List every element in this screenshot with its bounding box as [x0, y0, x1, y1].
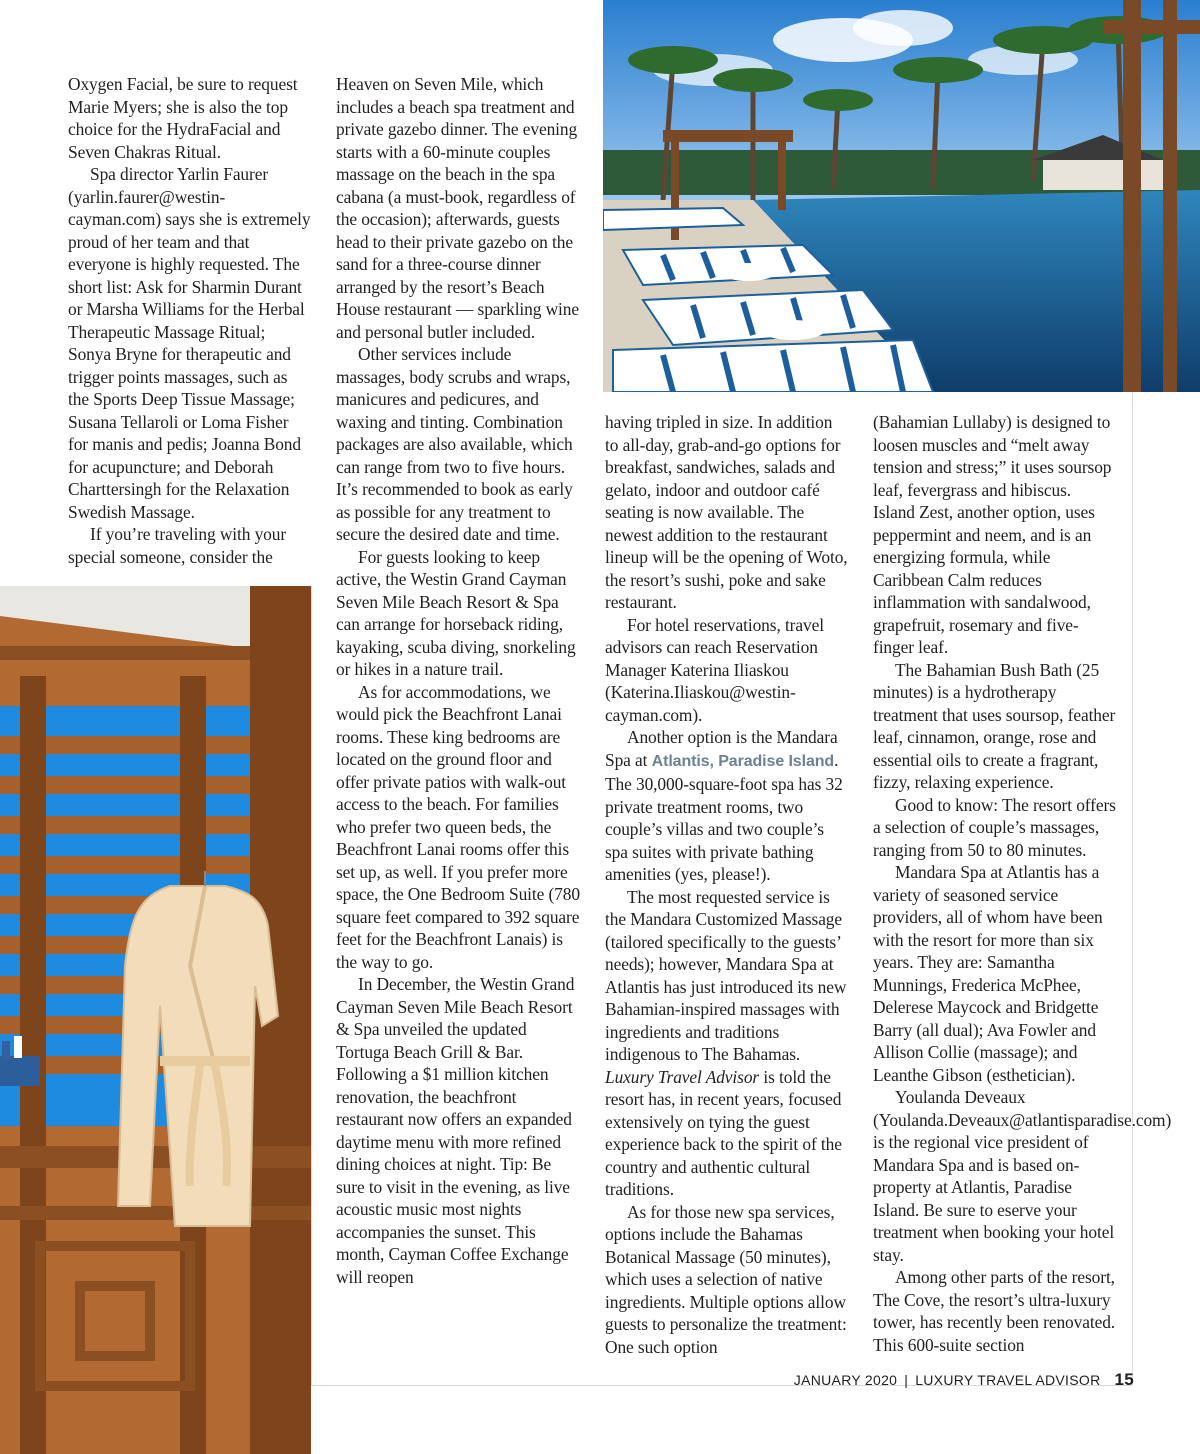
- text: Another option is the Mandara Spa at: [605, 727, 838, 770]
- article-column-2: [336, 73, 580, 1288]
- article-column-4: [873, 411, 1172, 1356]
- paragraph: Good to know: The resort offers a selection of couple’s massages, ranging from 50 to 80 minutes.: [873, 794, 1116, 860]
- paragraph: The Bahamian Bush Bath (25 minutes) is a hydrotherapy treatment that uses soursop, feather leaf, cinnamon, orange, rose and essential oils to create a fragrant, fizzy, relaxing experience.: [873, 659, 1116, 792]
- cabana-illustration: [0, 586, 311, 1454]
- paragraph: Youlanda Deveaux (Youlanda.Deveaux@atlantisparadise.com) is the regional vice president of Mandara Spa and is based on-property at Atlantis, Paradise Island. Be sure to eserve your treatment when booking your hotel stay.: [873, 1087, 1172, 1265]
- paragraph: Oxygen Facial, be sure to request Marie Myers; she is also the top choice for the HydraFacial and Seven Chakras Ritual.: [68, 74, 298, 162]
- paragraph: Mandara Spa at Atlantis has a variety of seasoned service providers, all of whom have been with the resort for more than six years. They are: Samantha Munnings, Frederica McPhee, Delerese Maycock and Bridgette Barry (all dual); Ava Fowler and Allison Collie (massage); and Leanthe Gibson (esthetician).: [873, 862, 1103, 1085]
- paragraph: For guests looking to keep active, the Westin Grand Cayman Seven Mile Beach Resort & Spa can arrange for horseback riding, kayaking, scuba diving, snorkeling or hikes in a nature trail.: [336, 546, 576, 679]
- article-column-1: [68, 73, 312, 568]
- paragraph: As for those new spa services, options include the Bahamas Botanical Massage (50 minutes), which uses a selection of native ingredients. Multiple options allow guests to personalize the treatment: One such option: [605, 1201, 847, 1357]
- paragraph-massage: [605, 886, 849, 1201]
- text: . The 30,000-square-foot spa has 32 private treatment rooms, two couple’s villas and two couple’s spa suites with private bathing amenities (yes, please!).: [605, 749, 843, 884]
- footer-separator: |: [904, 1372, 909, 1388]
- paragraph: Other services include massages, body scrubs and wraps, manicures and pedicures, and waxing and tinting. Combination packages are also available, which can range from two to five hours. It’s recommended to book as early as possible for any treatment to secure the desired date and time.: [336, 344, 573, 544]
- paragraph: having tripled in size. In addition to all-day, grab-and-go options for breakfast, sandwiches, salads and gelato, indoor and outdoor café seating is now available. The newest addition to the restaurant lineup will be the opening of Woto, the resort’s sushi, poke and sake restaurant.: [605, 412, 848, 612]
- magazine-name: Luxury Travel Advisor: [605, 1066, 760, 1087]
- spa-cabana-robe-photo: [0, 586, 311, 1454]
- resort-pool-photo: [603, 0, 1200, 392]
- paragraph: In December, the Westin Grand Cayman Seven Mile Beach Resort & Spa unveiled the updated Tortuga Beach Grill & Bar. Following a $1 million kitchen renovation, the beachfront restaurant now offers an expanded daytime menu with more refined dining choices at night. Tip: Be sure to visit in the evening, as live acoustic music most nights accompanies the sunset. This month, Cayman Coffee Exchange will reopen: [336, 974, 575, 1287]
- divider: [311, 586, 312, 1386]
- pool-illustration: [603, 0, 1200, 392]
- magazine-title: LUXURY TRAVEL ADVISOR: [915, 1372, 1101, 1388]
- atlantis-link[interactable]: Atlantis, Paradise Island: [651, 752, 835, 770]
- paragraph: Heaven on Seven Mile, which includes a beach spa treatment and private gazebo dinner. The evening starts with a 60-minute couples massage on the beach in the spa cabana (a must-book, regardless of the occasion); afterwards, guests head to their private gazebo on the sand for a three-course dinner arranged by the resort’s Beach House restaurant — sparkling wine and personal butler included.: [336, 74, 580, 342]
- paragraph: For hotel reservations, travel advisors can reach Reservation Manager Katerina Iliaskou (Katerina.Iliaskou@westin-cayman.com).: [605, 614, 824, 725]
- paragraph-atlantis: [605, 726, 849, 886]
- page-number: 15: [1114, 1370, 1134, 1389]
- paragraph: (Bahamian Lullaby) is designed to loosen muscles and “melt away tension and stress;” it uses soursop leaf, fevergrass and hibiscus. Island Zest, another option, uses peppermint and neem, and is an energizing formula, while Caribbean Calm reduces inflammation with sandalwood, grapefruit, rosemary and five-finger leaf.: [873, 412, 1112, 657]
- paragraph: Among other parts of the resort, The Cove, the resort’s ultra-luxury tower, has recently been renovated. This 600-suite section: [873, 1267, 1116, 1355]
- paragraph: Spa director Yarlin Faurer (yarlin.faurer@westin-cayman.com) says she is extremely proud of her team and that everyone is highly requested. The short list: Ask for Sharmin Durant or Marsha Williams for the Herbal Therapeutic Massage Ritual; Sonya Bryne for therapeutic and trigger points massages, such as the Sports Deep Tissue Massage; Susana Tellaroli or Loma Fisher for manis and pedis; Joanna Bond for acupuncture; and Deborah Charttersingh for the Relaxation Swedish Massage.: [68, 164, 311, 522]
- paragraph: As for accommodations, we would pick the Beachfront Lanai rooms. These king bedrooms are located on the ground floor and offer private patios with walk-out access to the beach. For families who prefer two queen beds, the Beachfront Lanai rooms offer this set up, as well. If you prefer more space, the One Bedroom Suite (780 square feet compared to 392 square feet for the Beachfront Lanais) is the way to go.: [336, 681, 580, 972]
- article-column-3: [605, 411, 849, 1358]
- text: is told the resort has, in recent years, focused extensively on tying the guest experience back to the spirit of the country and authentic cultural traditions.: [605, 1066, 842, 1199]
- divider: [1132, 392, 1133, 1386]
- paragraph: If you’re traveling with your special someone, consider the: [68, 524, 287, 567]
- text: The most requested service is the Mandara Customized Massage (tailored specifically to the guests’ needs); however, Mandara Spa at Atlantis has just introduced its new Bahamian-inspired massages with ingredients and traditions indigenous to The Bahamas.: [605, 886, 847, 1064]
- issue-date: JANUARY 2020: [793, 1372, 898, 1388]
- page-footer: [794, 1370, 1134, 1390]
